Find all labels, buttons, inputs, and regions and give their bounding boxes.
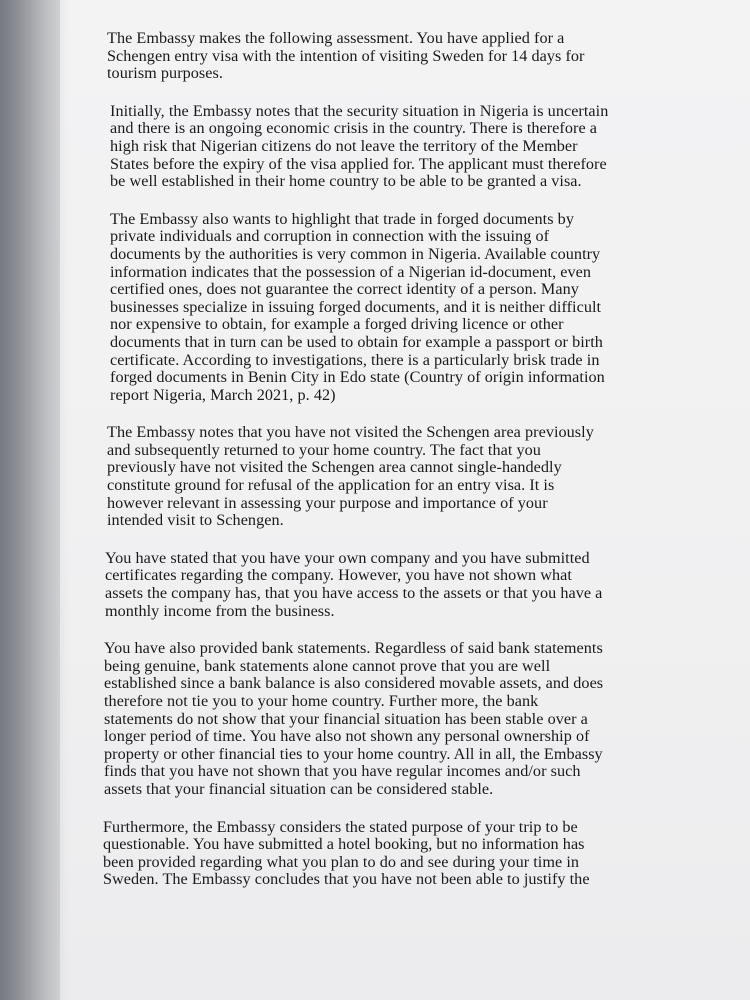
text-line: established since a bank balance is also considered movable assets, and does [104,674,604,693]
text-line: documents that in turn can be used to obtain for example a passport or birth [110,332,603,351]
text-line: businesses specialize in issuing forged documents, and it is neither difficult [110,297,602,316]
text-line: forged documents in Benin City in Edo state (Country of origin information [110,368,605,387]
text-line: previously have not visited the Schengen area cannot single-handedly [107,458,562,477]
text-line: You have stated that you have your own company and you have submitted [105,548,590,567]
text-line: Sweden. The Embassy concludes that you have not been able to justify the [103,870,590,889]
text-line: statements do not show that your financial situation has been stable over a [104,709,588,728]
text-line: Schengen entry visa with the intention of visiting Sweden for 14 days for [107,46,585,65]
page-edge-shadow [0,0,70,1000]
text-line: be well established in their home country to be able to be granted a visa. [110,172,582,191]
text-line: certificates regarding the company. However, you have not shown what [105,566,572,585]
text-line: high risk that Nigerian citizens do not leave the territory of the Member [110,136,578,155]
document-body [103,29,667,909]
text-line: questionable. You have submitted a hotel booking, but no information has [103,835,585,854]
paragraph-bank-statements [104,640,667,798]
text-line: States before the expiry of the visa applied for. The applicant must therefore [110,154,607,173]
text-line: longer period of time. You have also not shown any personal ownership of [104,727,590,746]
text-line: and subsequently returned to your home country. The fact that you [107,440,541,459]
text-line: documents by the authorities is very common in Nigeria. Available country [110,244,601,263]
text-line: monthly income from the business. [105,601,335,620]
paragraph-forged-documents [110,211,667,405]
text-line: however relevant in assessing your purpose and importance of your [107,493,548,512]
text-line: Initially, the Embassy notes that the security situation in Nigeria is uncertain [110,101,609,120]
text-line: report Nigeria, March 2021, p. 42) [110,385,336,404]
text-line: nor expensive to obtain, for example a forged driving licence or other [110,315,564,334]
text-line: certified ones, does not guarantee the correct identity of a person. Many [110,280,579,299]
text-line: information indicates that the possession of a Nigerian id-document, even [110,262,592,281]
text-line: Furthermore, the Embassy considers the stated purpose of your trip to be [103,817,578,836]
text-line: and there is an ongoing economic crisis in the country. There is therefore a [110,119,598,138]
text-line: certificate. According to investigations, there is a particularly brisk trade in [110,350,600,369]
text-line: assets the company has, that you have access to the assets or that you have a [105,584,603,603]
paragraph-security-situation [110,103,667,191]
text-line: constitute ground for refusal of the application for an entry visa. It is [107,476,555,495]
text-line: been provided regarding what you plan to do and see during your time in [103,852,580,871]
text-line: The Embassy makes the following assessment. You have applied for a [107,29,565,47]
text-line: finds that you have not shown that you have regular incomes and/or such [104,762,581,781]
text-line: assets that your financial situation can be considered stable. [104,779,494,798]
paragraph-assessment-intro [107,30,667,83]
paragraph-company [105,550,667,620]
text-line: You have also provided bank statements. Regardless of said bank statements [104,639,603,658]
text-line: tourism purposes. [107,64,223,83]
text-line: property or other financial ties to your home country. All in all, the Embassy [104,744,603,763]
paragraph-trip-purpose [103,819,667,889]
text-line: The Embassy notes that you have not visited the Schengen area previously [107,423,594,442]
paragraph-schengen-history [107,424,667,530]
text-line: The Embassy also wants to highlight that trade in forged documents by [110,209,574,228]
text-line: private individuals and corruption in connection with the issuing of [110,227,550,246]
text-line: intended visit to Schengen. [107,511,284,530]
text-line: therefore not tie you to your home country. Further more, the bank [104,692,539,710]
text-line: being genuine, bank statements alone cannot prove that you are well [104,656,551,675]
